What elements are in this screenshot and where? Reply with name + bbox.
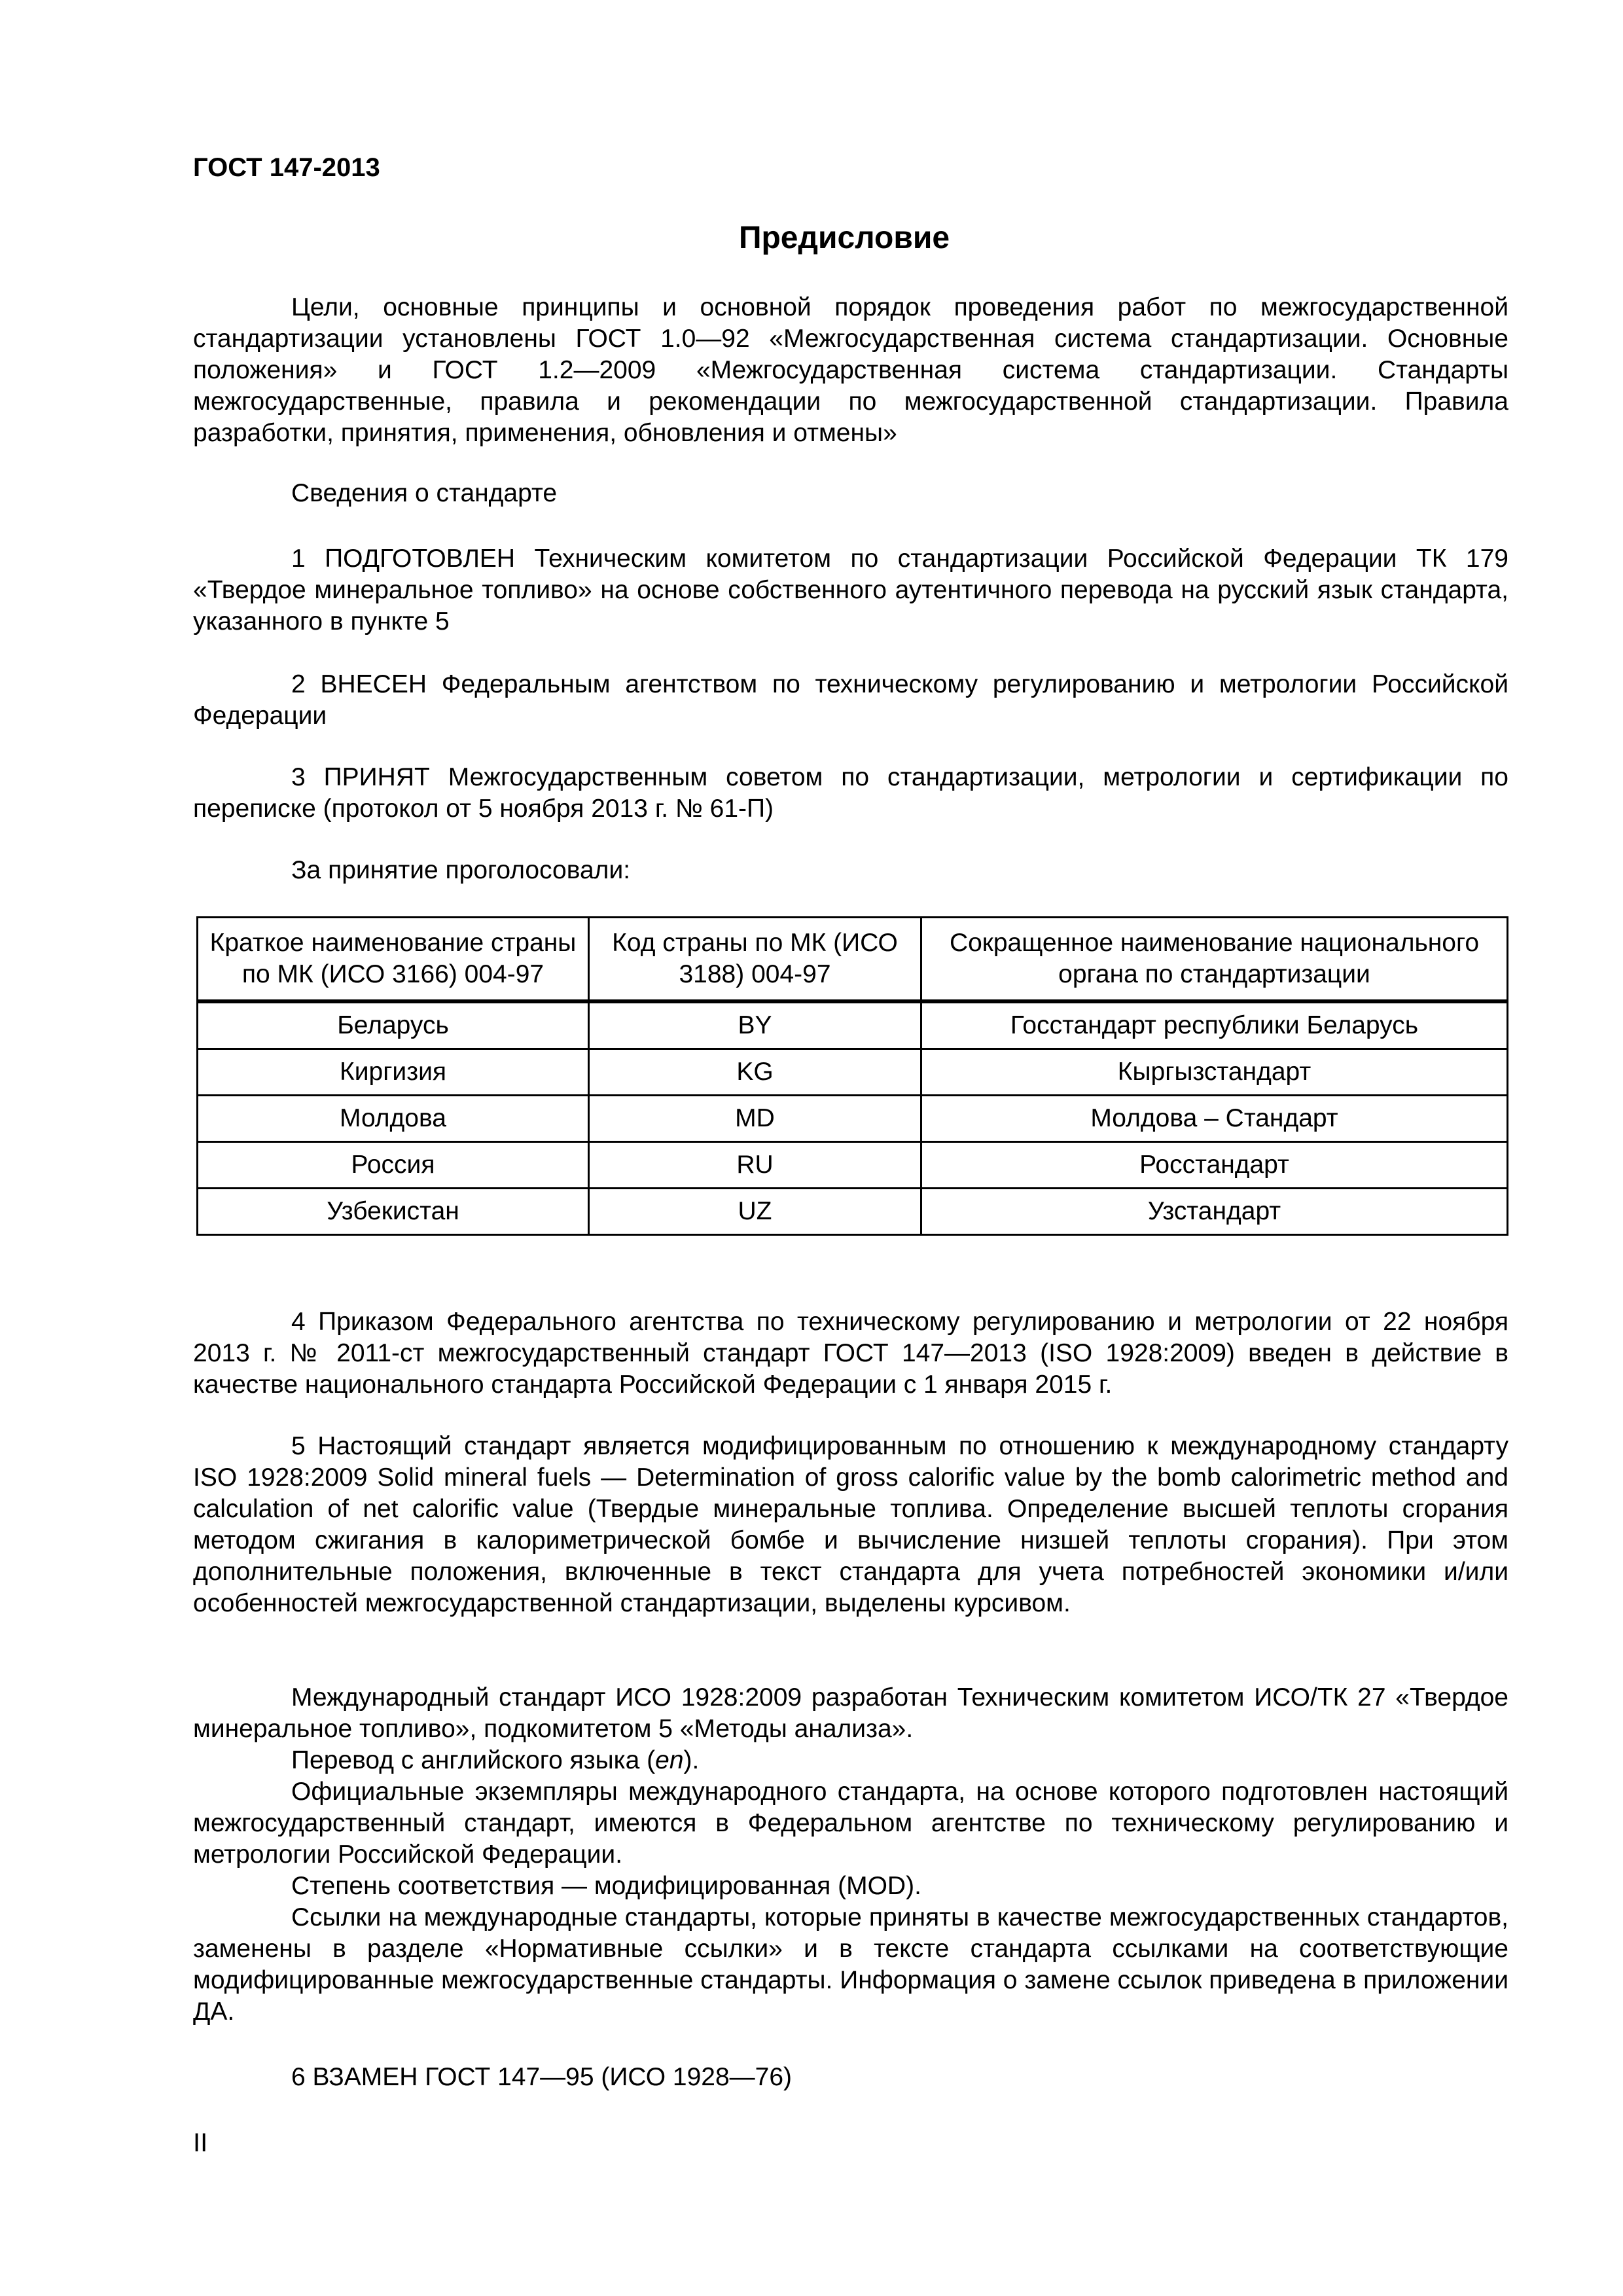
- table-cell-code: KG: [589, 1049, 921, 1096]
- voting-table: [196, 916, 1508, 1236]
- table-cell-code: RU: [589, 1142, 921, 1189]
- table-row: [198, 1049, 1508, 1096]
- table-cell-country: Беларусь: [198, 1001, 589, 1049]
- conformity-paragraph: Степень соответствия — модифицированная (MOD).: [291, 1872, 921, 1900]
- table-cell-country: Киргизия: [198, 1049, 589, 1096]
- intl-standard-paragraph: Международный стандарт ИСО 1928:2009 разработан Техническим комитетом ИСО/ТК 27 «Твердое минеральное топливо», подкомитетом 5 «Методы анализа».: [193, 1683, 1508, 1743]
- table-header-country-code: Код страны по МК (ИСО 3188) 004-97: [589, 918, 921, 1002]
- table-header-row: [198, 918, 1508, 1002]
- item-5-paragraph: 5 Настоящий стандарт является модифицированным по отношению к международному стандарту ISO 1928:2009 Solid mineral fuels — Determination of gross calorific value by the bomb calorimetric method and calculation of net calorific value (Твердые минеральные топлива. Определение высшей теплоты сгорания методом сжигания в калориметрической бомбе и вычисление низшей теплоты сгорания). При этом дополнительные положения, включенные в текст стандарта для учета потребностей экономики и/или особенностей межгосударственной стандартизации, выделены курсивом.: [193, 1432, 1508, 1617]
- table-cell-body: Узстандарт: [921, 1189, 1508, 1235]
- item-2-paragraph: 2 ВНЕСЕН Федеральным агентством по техническому регулированию и метрологии Российской Федерации: [193, 670, 1508, 730]
- official-copies-paragraph: Официальные экземпляры международного стандарта, на основе которого подготовлен настоящий межгосударственный стандарт, имеются в Федеральном агентстве по техническому регулированию и метрологии Российской Федерации.: [193, 1778, 1508, 1869]
- item-6-paragraph: 6 ВЗАМЕН ГОСТ 147—95 (ИСО 1928—76): [291, 2063, 793, 2091]
- table-header-national-body: Сокращенное наименование национального органа по стандартизации: [921, 918, 1508, 1002]
- item-3-paragraph: 3 ПРИНЯТ Межгосударственным советом по стандартизации, метрологии и сертификации по переписке (протокол от 5 ноября 2013 г. № 61-П): [193, 763, 1508, 823]
- page-title: Предисловие: [738, 221, 950, 255]
- table-cell-code: UZ: [589, 1189, 921, 1235]
- translation-suffix: ).: [683, 1746, 700, 1774]
- item-4-paragraph: 4 Приказом Федерального агентства по техническому регулированию и метрологии от 22 ноября 2013 г. № 2011-ст межгосударственный стандарт ГОСТ 147—2013 (ISO 1928:2009) введен в действие в качестве национального стандарта Российской Федерации с 1 января 2015 г.: [193, 1308, 1508, 1399]
- references-paragraph: Ссылки на международные стандарты, которые приняты в качестве межгосударственных стандартов, заменены в разделе «Нормативные ссылки» и в тексте стандарта ссылками на соответствующие модифицированные межгосударственные стандарты. Информация о замене ссылок приведена в приложении ДА.: [193, 1903, 1508, 2026]
- table-cell-code: BY: [589, 1001, 921, 1049]
- table-cell-country: Узбекистан: [198, 1189, 589, 1235]
- table-cell-body: Молдова – Стандарт: [921, 1096, 1508, 1142]
- table-cell-country: Россия: [198, 1142, 589, 1189]
- intro-paragraph: Цели, основные принципы и основной порядок проведения работ по межгосударственной стандартизации установлены ГОСТ 1.0—92 «Межгосударственная система стандартизации. Основные положения» и ГОСТ 1.2—2009 «Межгосударственная система стандартизации. Стандарты межгосударственные, правила и рекомендации по межгосударственной стандартизации. Правила разработки, принятия, применения, обновления и отмены»: [193, 293, 1508, 447]
- table-cell-body: Росстандарт: [921, 1142, 1508, 1189]
- document-header: ГОСТ 147-2013: [193, 153, 380, 182]
- translation-language: en: [655, 1746, 684, 1774]
- table-cell-body: Кыргызстандарт: [921, 1049, 1508, 1096]
- table-header-country-name: Краткое наименование страны по МК (ИСО 3166) 004-97: [198, 918, 589, 1002]
- table-row: [198, 1001, 1508, 1049]
- table-row: [198, 1189, 1508, 1235]
- vote-heading: За принятие проголосовали:: [291, 856, 631, 884]
- table-row: [198, 1142, 1508, 1189]
- info-heading: Сведения о стандарте: [291, 479, 558, 507]
- table-row: [198, 1096, 1508, 1142]
- table-cell-code: MD: [589, 1096, 921, 1142]
- translation-prefix: Перевод с английского языка (: [291, 1746, 656, 1774]
- page-number: II: [193, 2128, 208, 2157]
- item-1-paragraph: 1 ПОДГОТОВЛЕН Техническим комитетом по стандартизации Российской Федерации ТК 179 «Твердое минеральное топливо» на основе собственного аутентичного перевода на русский язык стандарта, указанного в пункте 5: [193, 545, 1508, 636]
- translation-paragraph: [193, 1745, 1508, 1776]
- table-cell-body: Госстандарт республики Беларусь: [921, 1001, 1508, 1049]
- table-cell-country: Молдова: [198, 1096, 589, 1142]
- international-info-block: [193, 1682, 1508, 2028]
